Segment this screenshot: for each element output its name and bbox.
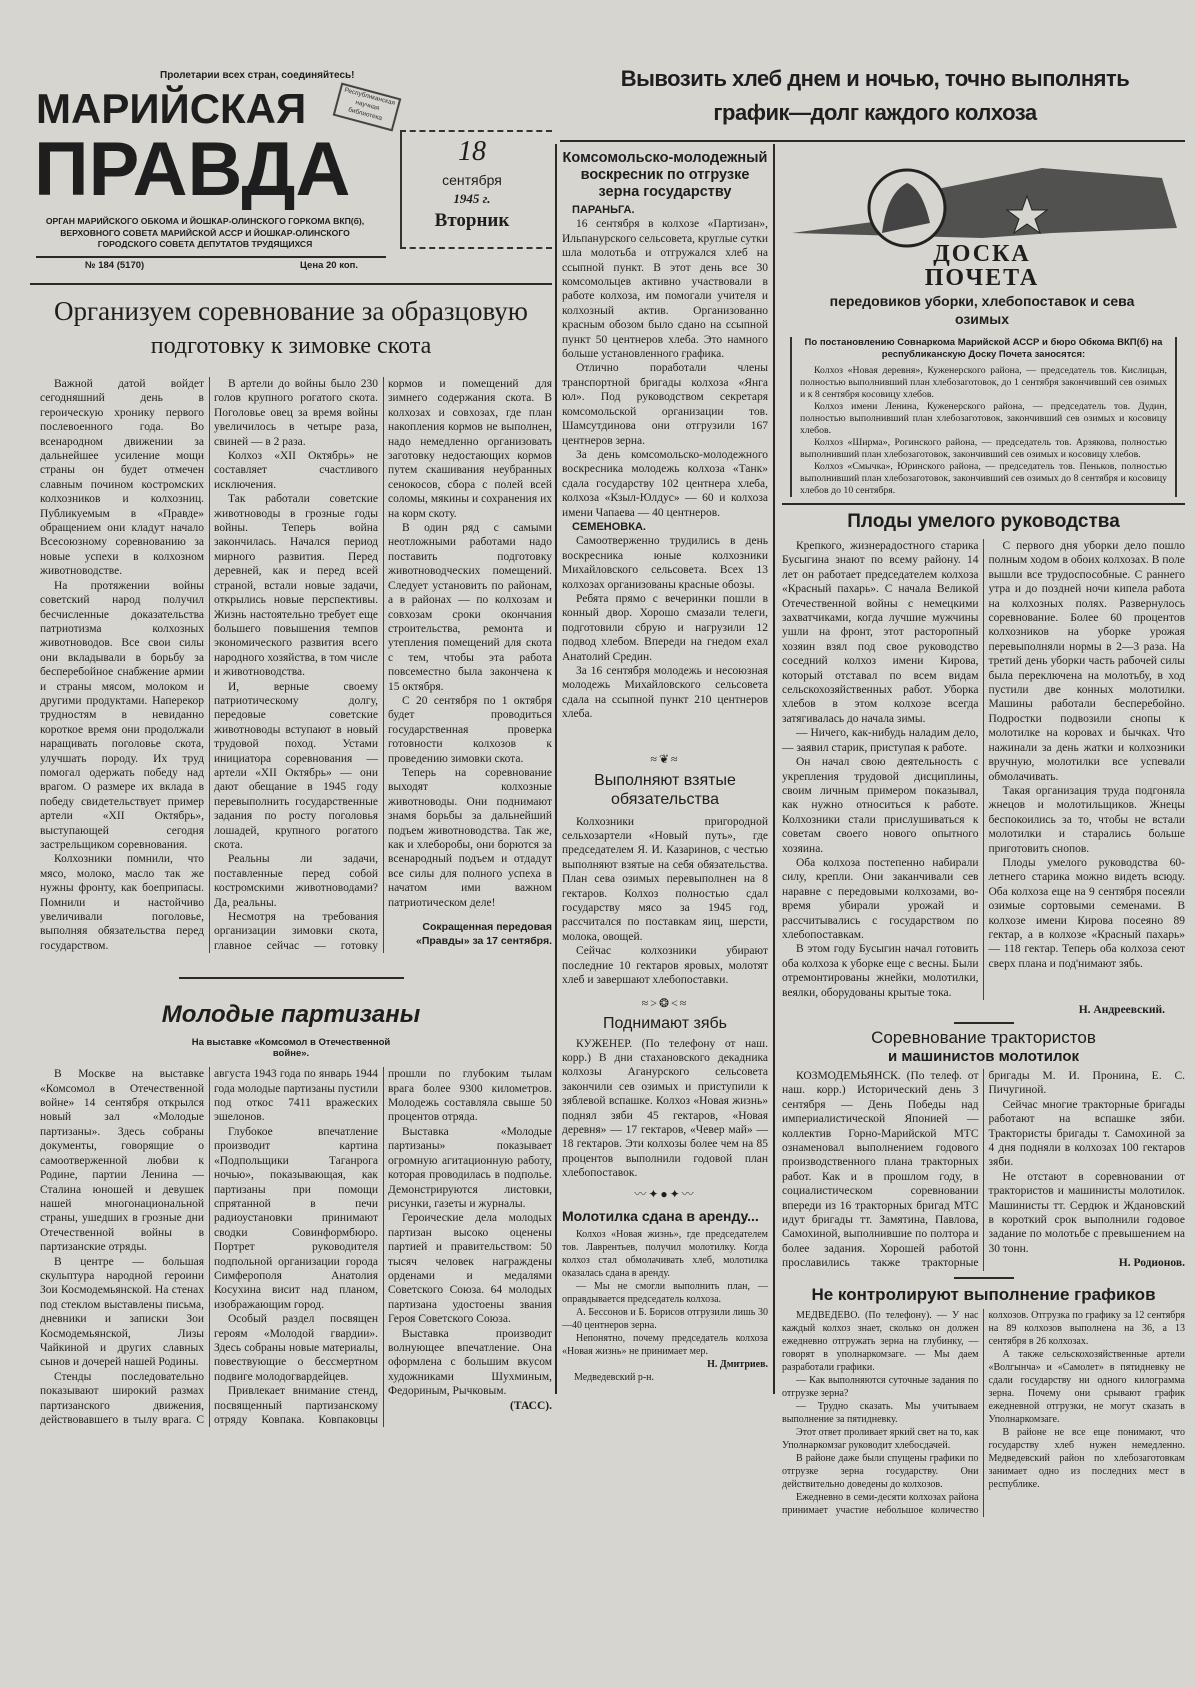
paragraph: Так работали советские животноводы в грозные годы войны. Теперь война закончилась. Начался период мирного развития. Перед деревней, как и перед всей страной, встали новые задачи, открылись новые перспективы. Жизнь настоятельно требует еще большего повышения темпов экономического развития всего народного хозяйства, в том числе и животноводства. <box>214 493 378 679</box>
dateline: ПАРАНЬГА. <box>572 204 635 216</box>
paragraph: А также сельскохозяйственные артели «Волгынча» и «Самолет» в пятидневку не сдали государству ни одного килограмма зерна. Почему они срывают график ежедневной отгрузки, не могут сказать в Уполнаркомзаге. <box>988 1348 1185 1425</box>
leader-signature: Сокращенная передовая «Правды» за 17 сентября. <box>415 921 552 948</box>
left-region <box>30 283 552 1427</box>
paragraph: Плоды умелого руководства 60-летнего старика можно видеть всюду. Оба колхоза еще на 9 сентября посеяли озимые сортовыми семенами. В колхозе имени Кирова посеяно 89 гектар, а в колхозе «Красный пахарь» — 118 гектар. Теперь оба колхоза сеют сверх плана и под'нимают зябь. <box>988 856 1185 970</box>
banner-headline <box>565 62 1185 130</box>
dateline: СЕМЕНОВКА. <box>572 520 646 533</box>
paragraph: За 16 сентября молодежь и несоюзная молодежь Михайловского сельсовета сдала на ссыпной пункт 210 центнеров хлеба. <box>562 665 768 721</box>
paragraph: Колхозники пригородной сельхозартели «Новый путь», где председателем Я. И. Казаринов, с честью выполняют взятые на себя обязательства. План сева озимых перевыполнен на 8 гектаров. Колхоз полностью сдал государству мясо за 1945 год, рассчитался по поставкам яиц, шерсти, молока, овощей. <box>562 815 768 943</box>
paragraph: В районе даже были спущены графики по отгрузке зерна государству. Они действительно доведены до колхозов. <box>782 1452 979 1490</box>
molotilka-signature: Н. Дмитриев. <box>707 1358 768 1370</box>
paragraph: Не отстают в соревновании от трактористов и машинисты молотилок. Машинисты тт. Сердюк и Ждановский в короткий срок выполнили годовое задание по молотьбе с превышением на 30 тонн. <box>988 1170 1185 1255</box>
paragraph: Теперь на соревнование выходят колхозные животноводы. Они поднимают знамя борьбы за дальнейший подъем животноводства. Так же, как и хлеборобы, они борются за всенародный подъем и отдадут все силы для полного успеха в начатом ими важном патриотическом деле! <box>388 766 552 909</box>
ornament: ≈>❂<≈ <box>641 995 689 1010</box>
komsomol-headline: Комсомольско-молодежный воскресник по отгрузке зерна государству <box>562 150 768 200</box>
paragraph: Колхозники помнили, что мясо, молоко, масло так же нужны фронту, как боеприпасы. Помнили и настойчиво увеличивали поголовье, выполняя обязательства перед государством. <box>40 853 204 952</box>
publisher-subtitle: ОРГАН МАРИЙСКОГО ОБКОМА И ЙОШКАР-ОЛИНСКОГО ГОРКОМА ВКП(б), ВЕРХОВНОГО СОВЕТА МАРИЙСКОЙ АССР И ЙОШКАР-ОЛИНСКОГО ГОРОДСКОГО СОВЕТА ДЕПУТАТОВ ТРУДЯЩИХСЯ <box>45 216 365 249</box>
tractors-signature: Н. Родионов. <box>1118 1257 1185 1270</box>
paragraph: Он начал свою деятельность с укрепления трудовой дисциплины, своим личным примером показывал, как нужно относиться к работе. Колхозники стали прислушиваться к советам своего нового опытного хозяина. <box>782 756 979 855</box>
paragraph: Особый раздел посвящен героям «Молодой гвардии». Здесь собраны новые материалы, повествующие о бессмертном подвиге молодогвардейцев. <box>214 1313 378 1383</box>
paragraph: Такая организация труда подгоняла жнецов и молотильщиков. Жнецы беспокоились за то, чтобы не встали молотилки и старались больше приготовить снопов. <box>988 784 1185 855</box>
date-month: сентября <box>442 172 502 188</box>
paragraph: В этом году Бусыгин начал готовить оба колхоза к уборке еще с весны. Были отремонтированы жнейки, молотилки, веялки, оборудованы крытые тока. <box>782 943 979 999</box>
paragraph: 16 сентября в колхозе «Партизан», Ильпанурского сельсовета, круглые сутки шла молотьба и отгружался хлеб на ссыпной пункт. В этот день все 30 комсомольцев активно участвовали в работе колхоза, им помогали учителя и колхозный актив. Организованно красным обозом было сдано на ссыпной пункт 50 центнеров хлеба. Это намного больше установленного графика. <box>562 218 768 361</box>
paragraph: Привлекает внимание стенд, посвященный партизанскому отряду Ковпака. Ковпаковцы прошли по глубоким тылам врага более 9300 километров. Молодежь составляла свыше 50 процентов отряда. <box>214 1068 552 1426</box>
obligations-article <box>562 752 768 988</box>
paragraph: — Трудно сказать. Мы учитываем выполнение за пятидневку. <box>782 1400 979 1425</box>
masthead <box>30 66 390 276</box>
paragraph: Реальны ли задачи, поставленные перед собой костромскими животноводами? Да, реальны. <box>214 853 378 909</box>
paragraph: С первого дня уборки дело пошло полным ходом в обоих колхозах. В поле вышли все трудоспособные. С раннего утра и до поздней ночи кипела работа на колхозных полях. Развернулось соревнование. Более 60 процентов колхозников на уборке урожая перевыполняли нормы в 2—3 раза. На третий день уборки часть рабочей силы была переключена на молотьбу, в ход пустили две конных молотилки. Машины работали бесперебойно. Подростки подвозили снопы к молотилке на коровах и бычках. Что нажинали за день жатки и колхозники вручную, молотилки все успевали обмолачивать. <box>988 540 1185 783</box>
paragraph: Колхоз «XII Октябрь» не составляет счастливого исключения. <box>214 450 378 491</box>
paragraph: МЕДВЕДЕВО. (По телефону). — У нас каждый колхоз знает, сколько он должен ежедневно отгружать зерна на глубинку, — говорят в уполнаркомзаге. — Мы даем разработали графики. <box>782 1309 979 1373</box>
slogan: Пролетарии всех стран, соединяйтесь! <box>160 70 355 81</box>
paragraph: Глубокое впечатление производит картина «Подпольщики Таганрога ночью», показывающая, как партизаны при помощи спрятанной в печи радиоустановки принимают сводки Совинформбюро. Портрет руководителя подпольной организации города Симферополя Анатолия Косухина висит над планом, изображающим город. <box>214 1125 378 1311</box>
fruits-rule <box>954 1022 1014 1024</box>
paragraph: Сейчас многие тракторные бригады работают на вспашке зяби. Трактористы бригады т. Самохиной за 4 дня подняли в колхозах 100 гектаров зяби. <box>988 1098 1185 1169</box>
price: Цена 20 коп. <box>300 260 359 271</box>
tractors-rule <box>954 1277 1014 1279</box>
leader-body <box>40 377 552 953</box>
schedules-body <box>782 1309 1185 1517</box>
paragraph: Стенды последовательно показывают широкий размах партизанского движения, действовавшего в тылу врага. С августа 1943 года по январь 1944 года молодые партизаны пустили под откос 7411 вражеских эшелонов. <box>40 1068 378 1426</box>
leader-headline <box>30 293 552 363</box>
honor-board-intro: По постановлению Совнаркома Марийской АССР и бюро Обкома ВКП(б) на республиканскую Доску Почета заносятся: <box>804 337 1163 360</box>
schedules-headline: Не контролируют выполнение графиков <box>811 1284 1156 1304</box>
library-stamp: Республиканская научная библиотека <box>333 83 402 132</box>
ornament: ≈❦≈ <box>650 751 680 766</box>
honor-board-rule <box>782 503 1185 505</box>
paragraph: Этот ответ проливает яркий свет на то, как Уполнаркомзаг руководит хлебосдачей. <box>782 1426 979 1451</box>
date-year: 1945 г. <box>453 191 491 206</box>
paragraph: Несмотря на требования организации зимовки скота, главное сейчас — готовку кормов и помещений для зимнего содержания скота. В колхозах и совхозах, где план накопления кормов не выполнен, надо немедленно организовать заготовку недостающих кормов путем скашивания неубранных сенокосов, сбора с полей всей соломы, мякины и сохранения их на корм скоту. <box>214 378 552 952</box>
paragraph: Самоотверженно трудились в день воскресника юные колхозники Михайловского сельсовета. Всех 13 колхозах организованы красные обозы. <box>562 535 768 591</box>
partisans-headline: Молодые партизаны <box>161 1001 421 1029</box>
paragraph: А. Бессонов и Б. Борисов отгрузили лишь 30—40 центнеров зерна. <box>562 1306 768 1331</box>
paragraph: Колхоз «Новая жизнь», где председателем тов. Лаврентьев, получил молотилку. Когда колхоз стал обмолачивать хлеб, молотилка оказалась сдана в аренду. <box>562 1228 768 1279</box>
right-region <box>782 148 1185 1517</box>
paragraph: Крепкого, жизнерадостного старика Бусыгина знают по всему району. 14 лет он работает председателем колхоза «Красный пахарь». С начала Великой Отечественной войны с немецкими захватчиками, когда лучшие мужчины ушли на фронт, этот расторопный хозяин взял под свое руководство соседний колхоз имени Кирова, который отставал по всем видам сельскохозяйственных работ. Уборка хлебов в этом колхозе всегда затягивалась до начала зимы. <box>782 540 979 725</box>
paragraph: За день комсомольско-молодежного воскресника молодежь колхоза «Танк» сдала государству 102 центнера хлеба, колхоза «Кзыл-Юлдус» — 60 и колхоза имени Чапаева — 40 центнеров. <box>562 448 768 519</box>
paragraph: В один ряд с самыми неотложными работами надо поставить подготовку животноводческих помещений. Следует установить по районам, а в районах — по колхозам и совхозам сроки окончания строительства, ремонта и утепления помещений для скота с тем, чтобы эта работа повсеместно была закончена к 15 октября. <box>388 522 552 693</box>
fruits-body <box>782 539 1185 1000</box>
paragraph: КУЖЕНЕР. (По телефону от наш. корр.) В дни стахановского декадника колхозы Аганурского сельсовета закончили сев озимых и приступили к зяблевой вспашке. Колхоз «Новая жизнь» поднял зяби 45 гектаров, «Новая деревня» — 17 гектаров, «Чевер май» — 18 гектаров. Эти колхозы более чем на 85 процентов выполнили годовой план хлебопоставок. <box>562 1037 768 1180</box>
paragraph: — Мы не смогли выполнить план, — оправдывается председатель колхоза. <box>562 1280 768 1305</box>
zyab-headline: Поднимают зябь <box>603 1014 727 1032</box>
leader-title-line1: Организуем соревнование за образцовую <box>54 296 528 326</box>
honor-entry: Колхоз «Смычка», Юринского района, — председатель тов. Пеньков, полностью выполнивший план хлебозаготовок, закончивший сев озимых до 8 сентября и косовицу хлебов до 10 сентября. <box>800 461 1167 496</box>
leader-title-line2: подготовку к зимовке скота <box>150 333 432 359</box>
honor-board <box>782 148 1185 497</box>
honor-entry: Колхоз «Ширма», Рогинского района, — председатель тов. Арзякова, полностью выполнивший план хлебозаготовок, закончивший сев озимых и косовицу хлебов. <box>800 437 1167 460</box>
molotilka-article <box>562 1208 768 1384</box>
molotilka-location: Медведевский р-н. <box>574 1371 654 1383</box>
paragraph: Ребята прямо с вечеринки пошли в конный двор. Хорошо смазали телеги, подготовили сбрую и нагрузили 12 подвод хлебом. Впереди на гнедом ехал Анатолий Средин. <box>562 592 768 663</box>
tractors-body <box>782 1069 1185 1271</box>
paragraph: С 20 сентября по 1 октября будет проводиться государственная проверка готовности колхозов к проведению зимовки скота. <box>388 694 552 765</box>
honor-board-title2: ПОЧЕТА <box>924 265 1040 291</box>
leader-bottom-rule <box>179 977 404 979</box>
paragraph: Выставка «Молодые партизаны» показывает огромную агитационную работу, которая проводилась в подполье. Демонстрируются листовки, рисунки, газеты и журналы. <box>388 1125 552 1210</box>
newspaper-title-line2: ПРАВДА <box>34 127 351 212</box>
newspaper-title-line1: МАРИЙСКАЯ <box>36 85 307 132</box>
tractors-title-line2: и машинистов молотилок <box>887 1048 1080 1065</box>
honor-board-title1: ДОСКА <box>933 241 1031 267</box>
issue-number: № 184 (5170) <box>85 260 145 271</box>
honor-entry: Колхоз имени Ленина, Куженерского района, — председатель тов. Дудин, полностью выполнивший план хлебозаготовок, закончивший сев озимых и косовицу хлебов. <box>800 401 1167 436</box>
partisans-body <box>40 1067 552 1427</box>
paragraph: Отлично поработали члены транспортной бригады колхоза «Янга юл». Под руководством секретаря комсомольской организации тов. Шамсутдинова они отгрузили 167 центнеров зерна. <box>562 362 768 447</box>
tractors-headline <box>782 1028 1185 1065</box>
paragraph: Важной датой войдет сегодняшний день в героическую хронику первого послевоенного года. Во всенародном движении за дальнейшее усиление мощи страны он будет отмечен славным почином костромских колхозников и колхозниц. Публикуемым в «Правде» обращением они кладут начало Всесоюзному соревнованию за новые успехи в колхозном животноводстве. <box>40 378 204 578</box>
leader-top-rule <box>30 283 552 285</box>
paragraph: В районе не все еще понимают, что государству хлеб нужен немедленно. Медведевский район по хлебозаготовкам занимает одно из последних мест в республике. <box>988 1426 1185 1490</box>
paragraph: — Как выполняются суточные задания по отгрузке зерна? <box>782 1374 979 1399</box>
komsomol-article <box>562 150 768 722</box>
tractors-title-line1: Соревнование трактористов <box>871 1028 1096 1047</box>
paragraph: Героические дела молодых партизан высоко оценены партией и правительством: 50 тысяч человек награждены орденами и медалями Советского Союза. 64 молодых партизана удостоены звания Героя Советского Союза. <box>388 1212 552 1326</box>
paragraph: — Ничего, как-нибудь наладим дело, — заявил старик, приступая к работе. <box>782 727 979 754</box>
paragraph: В центре — большая скульптура народной героини Зои Космодемьянской. На стенах под стеклом выставлены письма, дневники и записки Зои Космодемьянской, Лизы Чайкиной и других славных сынов и дочерей нашей Родины. <box>40 1255 204 1369</box>
obligations-headline: Выполняют взятые обязательства <box>594 771 736 808</box>
banner-line1: Вывозить хлеб днем и ночью, точно выполнять <box>620 66 1130 91</box>
paragraph: На протяжении войны советский народ получил бесчисленные доказательства патриотизма колхозных животноводов. Все свои силы они вкладывали в борьбу за бесперебойное снабжение армии и страны мясом, молоком и другими продуктами. Наперекор трудностям в невиданно короткое время они продолжали наращивать поголовье скота, улучшать породу. Их труд помогал одержать победу над врагом. О размере их вклада в победу свидетельствует пример артели «XII Октябрь», выступающей сегодня застрельщиком соревнования. <box>40 579 204 851</box>
portraits-flags-emblem-icon <box>782 148 1182 248</box>
zyab-article <box>562 996 768 1202</box>
fruits-signature: Н. Андреевский. <box>1078 1004 1165 1016</box>
paragraph: В артели до войны было 230 голов крупного рогатого скота. Поголовье овец за время войны увеличилось в четыре раза, свиней — в 2 раза. <box>214 378 378 448</box>
fruits-headline: Плоды умелого руководства <box>847 511 1120 532</box>
paragraph: КОЗМОДЕМЬЯНСК. (По телеф. от наш. корр.) Исторический день 3 сентября — День Победы над империалистической Японией — коллектив Горно-Марийской МТС ознаменовал выполнением годового производственного плана тракторных работ. Как и в прошлом году, в социалистическом соревновании впереди из 16 тракторных бригад МТС идут бригады тт. Замятина, Павлова, Самохиной, выполнившие по полтора и более задания. Хорошей работой прославились также тракторные бригады М. И. Пронина, Е. С. Пичугиной. <box>782 1070 1185 1270</box>
middle-region <box>555 144 775 1394</box>
paragraph: Сейчас колхозники убирают последние 10 гектаров яровых, молотят хлеб и завершают хлебопоставки. <box>562 945 768 987</box>
date-box <box>400 130 552 249</box>
banner-line2: график—долг каждого колхоза <box>713 100 1037 125</box>
honor-entry: Колхоз «Новая деревня», Куженерского района, — председатель тов. Кислицын, полностью выполнивший план хлебозаготовок, до 1 сентября закончивший сев озимых и к 8 сентября косовицу хлебов. <box>800 365 1167 400</box>
paragraph: Выставка производит волнующее впечатление. Она оформлена с большим вкусом художниками Шухминым, Федориным, Рычковым. <box>388 1327 552 1398</box>
partisans-signature: (ТАСС). <box>510 1399 552 1412</box>
banner-rule <box>560 140 1185 142</box>
paragraph: Ежедневно в семи-десяти колхозах района принимает участие небольшое количество колхозов. Отгрузка по графику за 12 сентября на 89 колхозов выполнена на 36, а 13 сентября в 26 колхозах. <box>782 1309 1185 1516</box>
paragraph: И, верные своему патриотическому долгу, передовые советские животноводы вступают в новый трудовой поход. Устами инициатора соревнования — артели «XII Октябрь» — они дают обещание в 1945 году перевыполнить государственные задания по росту поголовья лошадей, крупного рогатого скота. <box>214 680 378 851</box>
partisans-subhead: На выставке «Комсомол в Отечественной войне». <box>191 1037 391 1060</box>
masthead-rule <box>36 256 386 258</box>
paragraph: Оба колхоза постепенно набирали силу, крепли. Они заканчивали сев наравне с передовыми колхозами, во-время убирали урожай и рассчитывались с государством по хлебопоставкам. <box>782 856 979 941</box>
molotilka-headline: Молотилка сдана в аренду... <box>562 1207 759 1224</box>
weekday: Вторник <box>434 210 510 231</box>
ornament: 〰✦●✦〰 <box>634 1186 696 1201</box>
paragraph: Непонятно, почему председатель колхоза «Новая жизнь» не принимает мер. <box>562 1332 768 1357</box>
honor-board-subtitle: передовиков уборки, хлебопоставок и сева озимых <box>829 293 1135 327</box>
paragraph: В Москве на выставке «Комсомол в Отечественной войне» 14 сентября открылся новый зал «Молодые партизаны». Здесь собраны документы, говорящие о самоотверженной любви к Родине, партии Ленина — Сталина юношей и девушек нашей многонациональной страны, ушедших в грозные дни Отечественной войны в партизанские отряды. <box>40 1068 204 1254</box>
date-day: 18 <box>458 136 486 167</box>
